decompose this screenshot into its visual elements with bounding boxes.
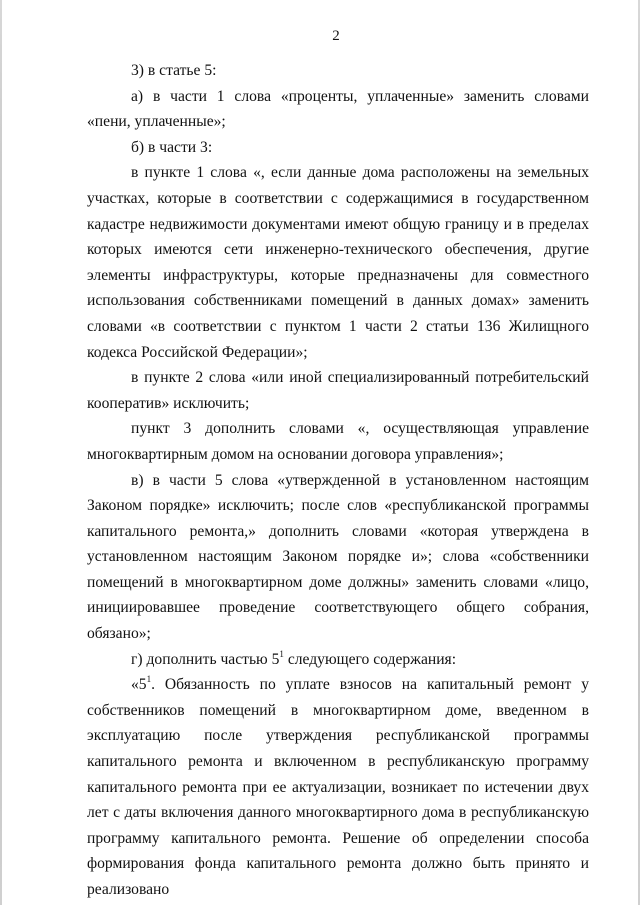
paragraph-add-part-5-1 xyxy=(87,647,589,673)
paragraph-article-5: 3) в статье 5: xyxy=(131,62,217,79)
paragraph-item-1: в пункте 1 слова «, если данные дома расположены на земельных участках, которые в соответствии с содержащимися в государственном кадастре недвижимости документами имеют общую границу и в пределах которых имеются сети инженерно-технического обеспечения, другие элементы инфраструктуры, которые предназначены для совместного использования собственниками помещений в данных домах» заменить словами «в соответствии с пунктом 1 части 2 статьи 136 Жилищного кодекса Российской Федерации»; xyxy=(87,164,589,361)
page-number: 2 xyxy=(332,28,340,44)
paragraph-part-1: а) в части 1 слова «проценты, уплаченные» заменить словами «пени, уплаченные»; xyxy=(87,87,589,131)
superscript: 1 xyxy=(146,674,152,685)
paragraph-part-5-1-text xyxy=(87,672,589,902)
paragraph-item-3: пункт 3 дополнить словами «, осуществляющая управление многоквартирным домом на основании договора управления»; xyxy=(87,420,589,463)
document-body xyxy=(87,58,589,903)
text-after: следующего содержания: xyxy=(283,650,457,668)
paragraph-part-3: б) в части 3: xyxy=(131,138,213,156)
paragraph-part-5: в) в части 5 слова «утвержденной в установленном настоящим Законом порядке» исключить; после слов «республиканской программы капитального ремонта,» дополнить словами «которая утверждена в установленном настоящим Законом порядке и»; слова «собственники помещений в многоквартирном доме должны» заменить словами «лицо, инициировавшее проведение соответствующего общего собрания, обязано»; xyxy=(87,471,589,643)
text-after: . Обязанность по уплате взносов на капитальный ремонт у собственников помещений в многоквартирном доме, введенном в эксплуатацию после утверждения республиканской программы капитального ремонта и включенном в республиканскую программу капитального ремонта при ее актуализации, возникает по истечении двух лет с даты включения данного многоквартирного дома в республиканскую программу капитального ремонта. Решение об определении способа формирования фонда капитального ремонта должно быть принято и реализовано xyxy=(87,676,589,898)
superscript: 1 xyxy=(279,648,284,659)
text-before: г) дополнить частью 5 xyxy=(131,650,280,668)
paragraph-item-2: в пункте 2 слова «или иной специализированный потребительский кооператив» исключить; xyxy=(87,369,589,412)
text-before: «5 xyxy=(131,676,147,694)
scan-edge-left xyxy=(0,0,2,905)
